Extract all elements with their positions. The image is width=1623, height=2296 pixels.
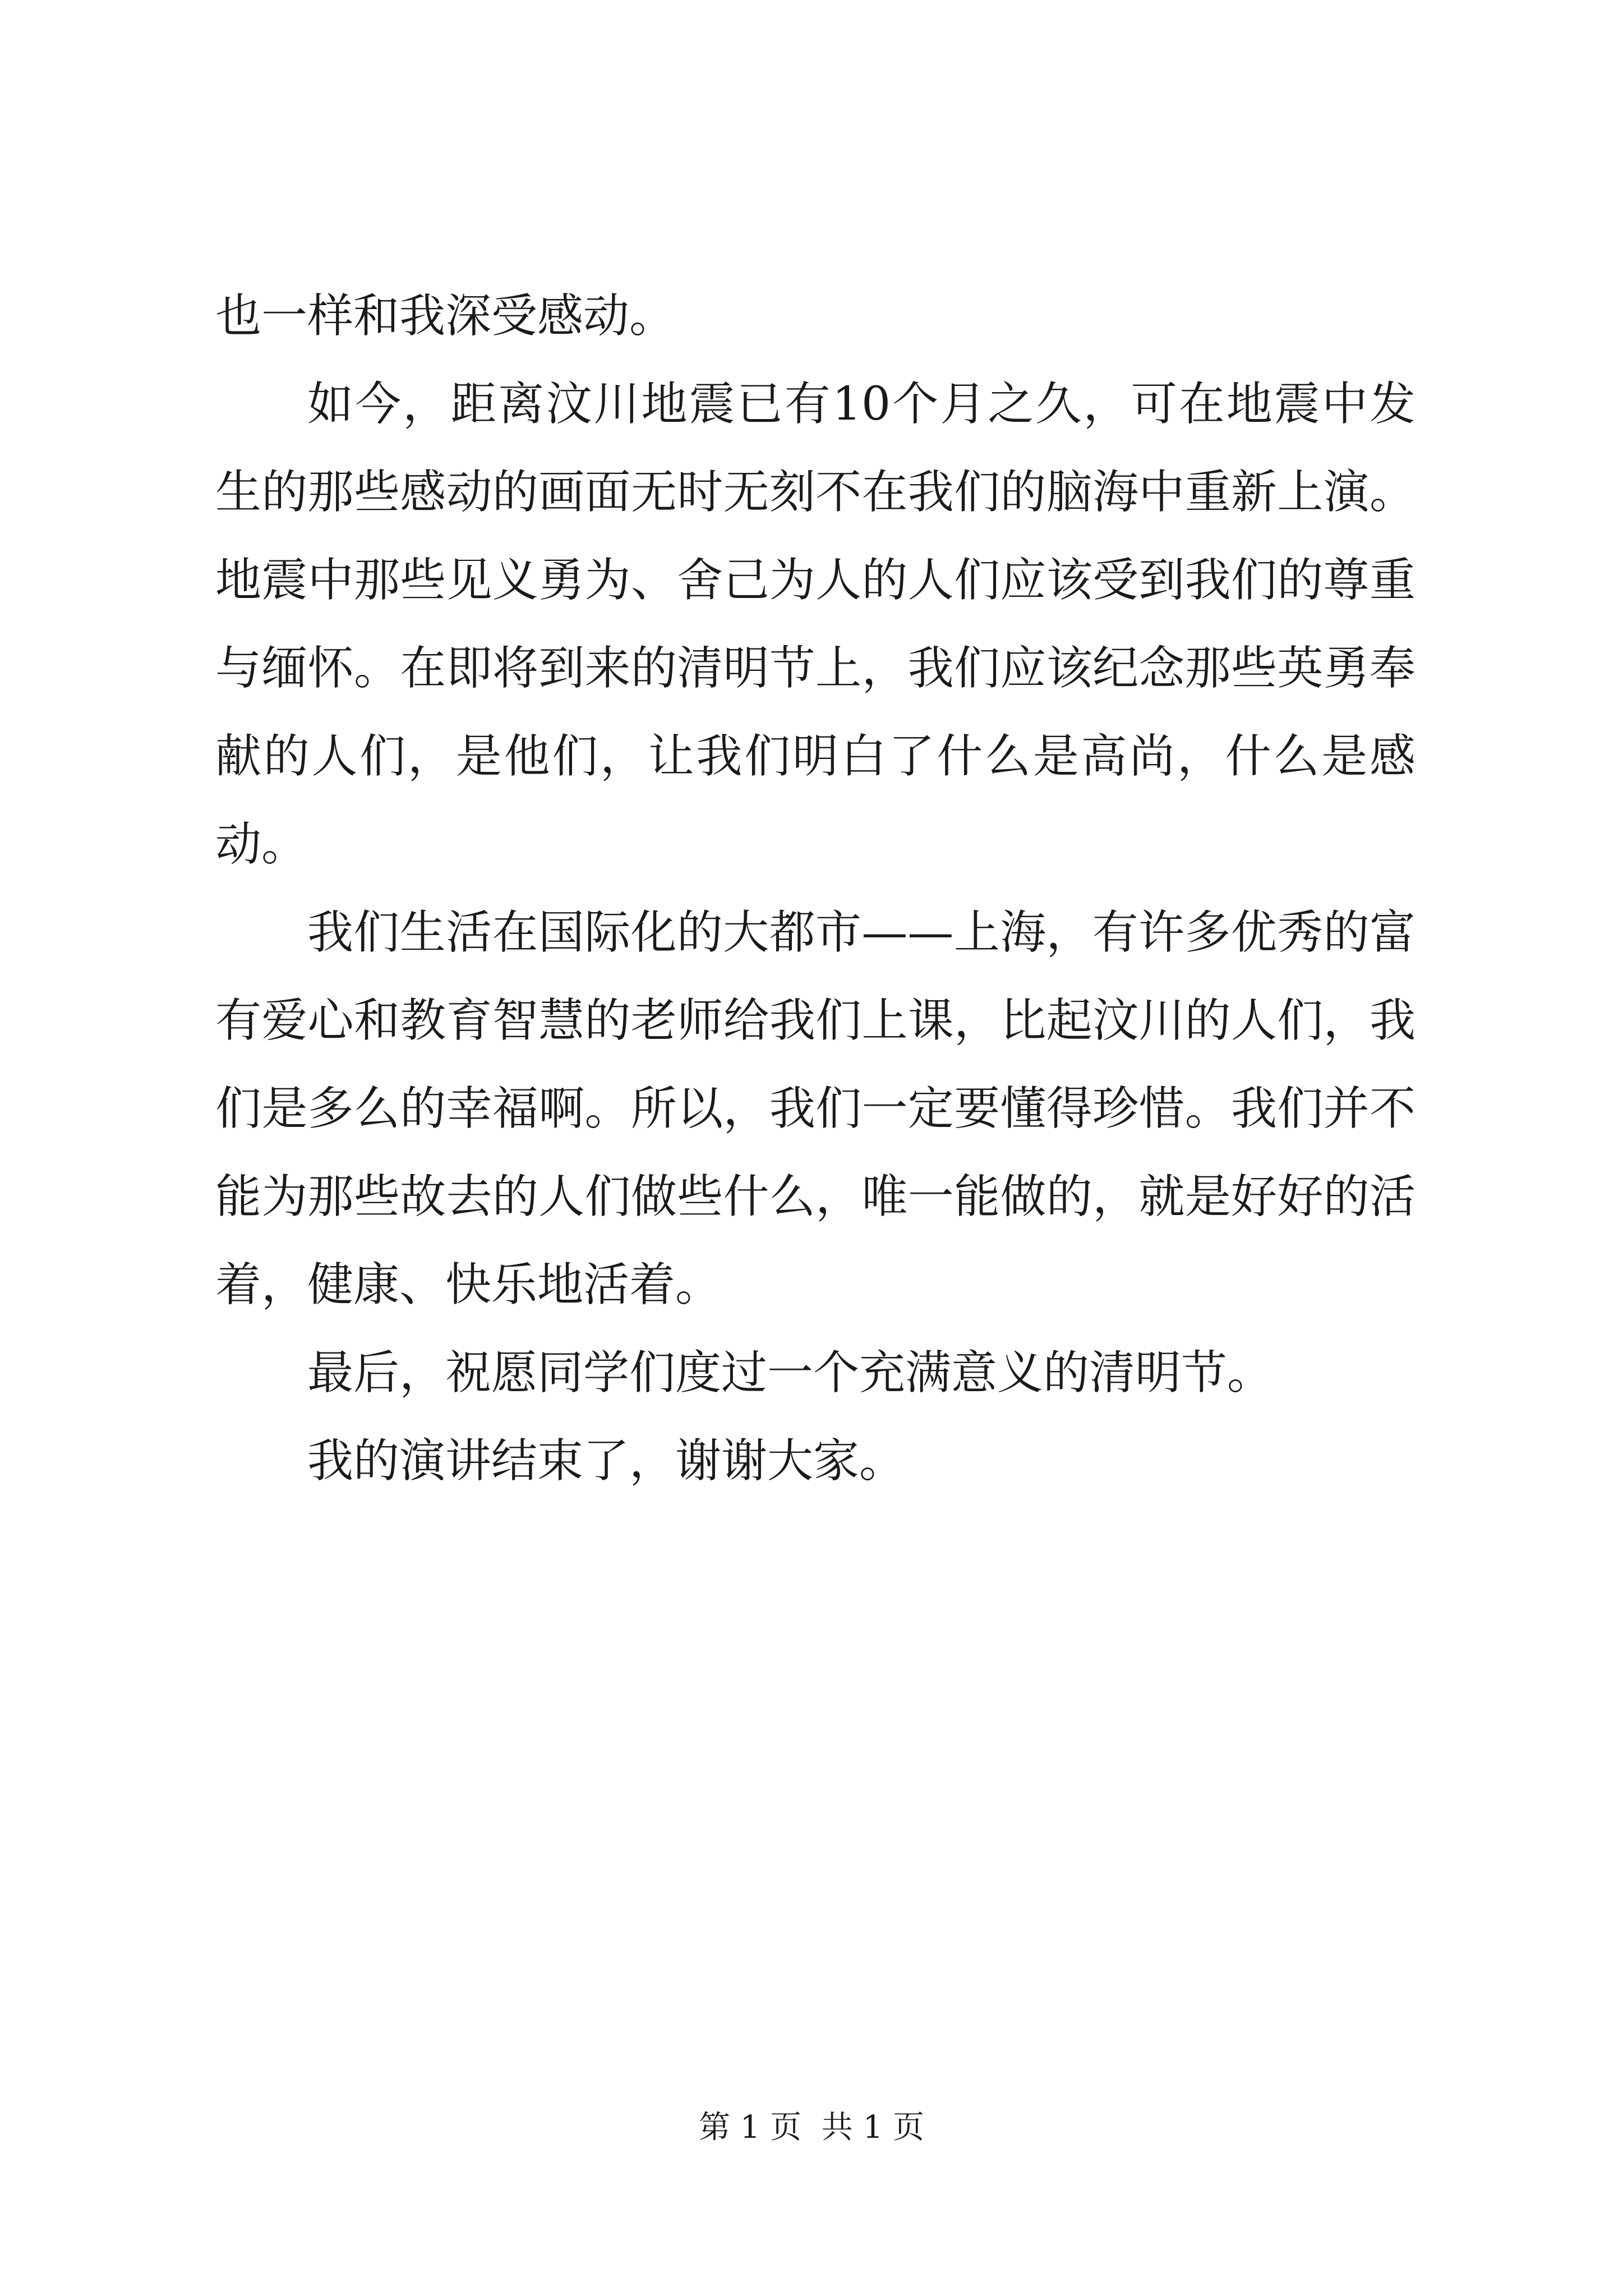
paragraph-shanghai-gratitude: 我们生活在国际化的大都市——上海，有许多优秀的富有爱心和教育智慧的老师给我们上课，比起汶川的人们，我们是多么的幸福啊。所以，我们一定要懂得珍惜。我们并不能为那些故去的人们做些什么，唯一能做的，就是好好的活着，健康、快乐地活着。 [215, 906, 1415, 1312]
page-number-footer: 第 1 页 共 1 页 [698, 2109, 925, 2146]
paragraph-closing-wish: 最后，祝愿同学们度过一个充满意义的清明节。 [307, 1346, 1274, 1400]
paragraph-continuation: 也一样和我深受感动。 [215, 289, 676, 343]
paragraph-earthquake-memory: 如今，距离汶川地震已有10个月之久，可在地震中发生的那些感动的画面无时无刻不在我们的脑海中重新上演。地震中那些见义勇为、舍己为人的人们应该受到我们的尊重与缅怀。在即将到来的清明节上，我们应该纪念那些英勇奉献的人们，是他们，让我们明白了什么是高尚，什么是感动。 [215, 378, 1415, 871]
document-body [215, 272, 1415, 1505]
paragraph-thanks: 我的演讲结束了，谢谢大家。 [307, 1434, 906, 1488]
